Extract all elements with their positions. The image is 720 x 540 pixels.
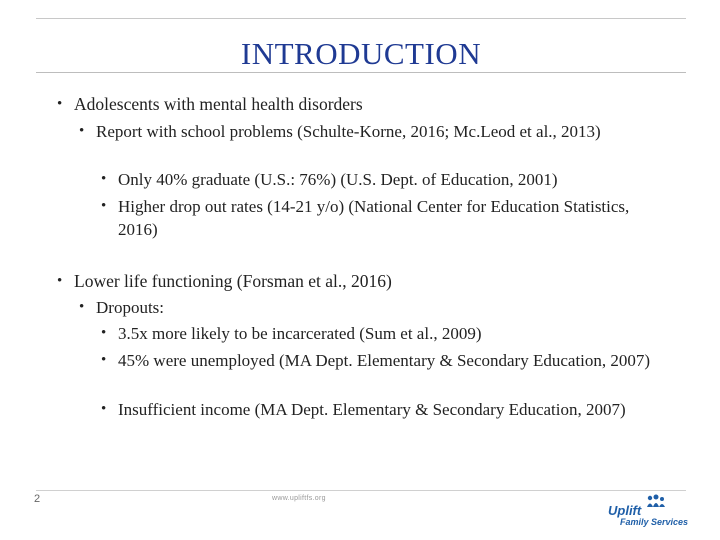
footer-divider	[36, 490, 686, 491]
family-figures-icon	[644, 494, 670, 508]
bullet-item: • Only 40% graduate (U.S.: 76%) (U.S. Dept. of Education, 2001)	[101, 170, 558, 189]
bullet-item: • Dropouts:	[79, 298, 164, 317]
bullet-dot-icon: •	[79, 123, 85, 139]
bullet-item: • 3.5x more likely to be incarcerated (Sum et al., 2009)	[101, 324, 482, 343]
bullet-dot-icon: •	[101, 325, 107, 341]
page-number: 2	[34, 493, 41, 505]
logo-tagline: Family Services	[620, 517, 689, 527]
bullet-dot-icon: •	[101, 352, 107, 368]
bullet-item: • Report with school problems (Schulte-Korne, 2016; Mc.Leod et al., 2013)	[79, 122, 601, 141]
bullet-item: • 45% were unemployed (MA Dept. Elementary & Secondary Education, 2007)	[101, 351, 651, 370]
bullet-item: • Adolescents with mental health disorders	[57, 94, 363, 114]
bullet-dot-icon: •	[57, 273, 63, 289]
bullet-item: • Higher drop out rates (14-21 y/o) (National Center for Education Statistics, 2016)	[101, 197, 630, 239]
bullet-dot-icon: •	[101, 171, 107, 187]
slide-title: INTRODUCTION	[240, 36, 482, 71]
bullet-item: • Lower life functioning (Forsman et al., 2016)	[57, 271, 392, 291]
bullet-dot-icon: •	[57, 96, 63, 112]
uplift-logo	[604, 494, 688, 528]
bullet-dot-icon: •	[101, 401, 107, 417]
logo-wordmark: Uplift	[608, 503, 642, 518]
footer-url[interactable]: www.upliftfs.org	[272, 495, 326, 502]
top-divider	[36, 18, 686, 19]
title-divider	[36, 72, 686, 73]
bullet-dot-icon: •	[101, 198, 107, 214]
bullet-dot-icon: •	[79, 299, 85, 315]
bullet-item: • Insufficient income (MA Dept. Elementary & Secondary Education, 2007)	[101, 400, 626, 419]
